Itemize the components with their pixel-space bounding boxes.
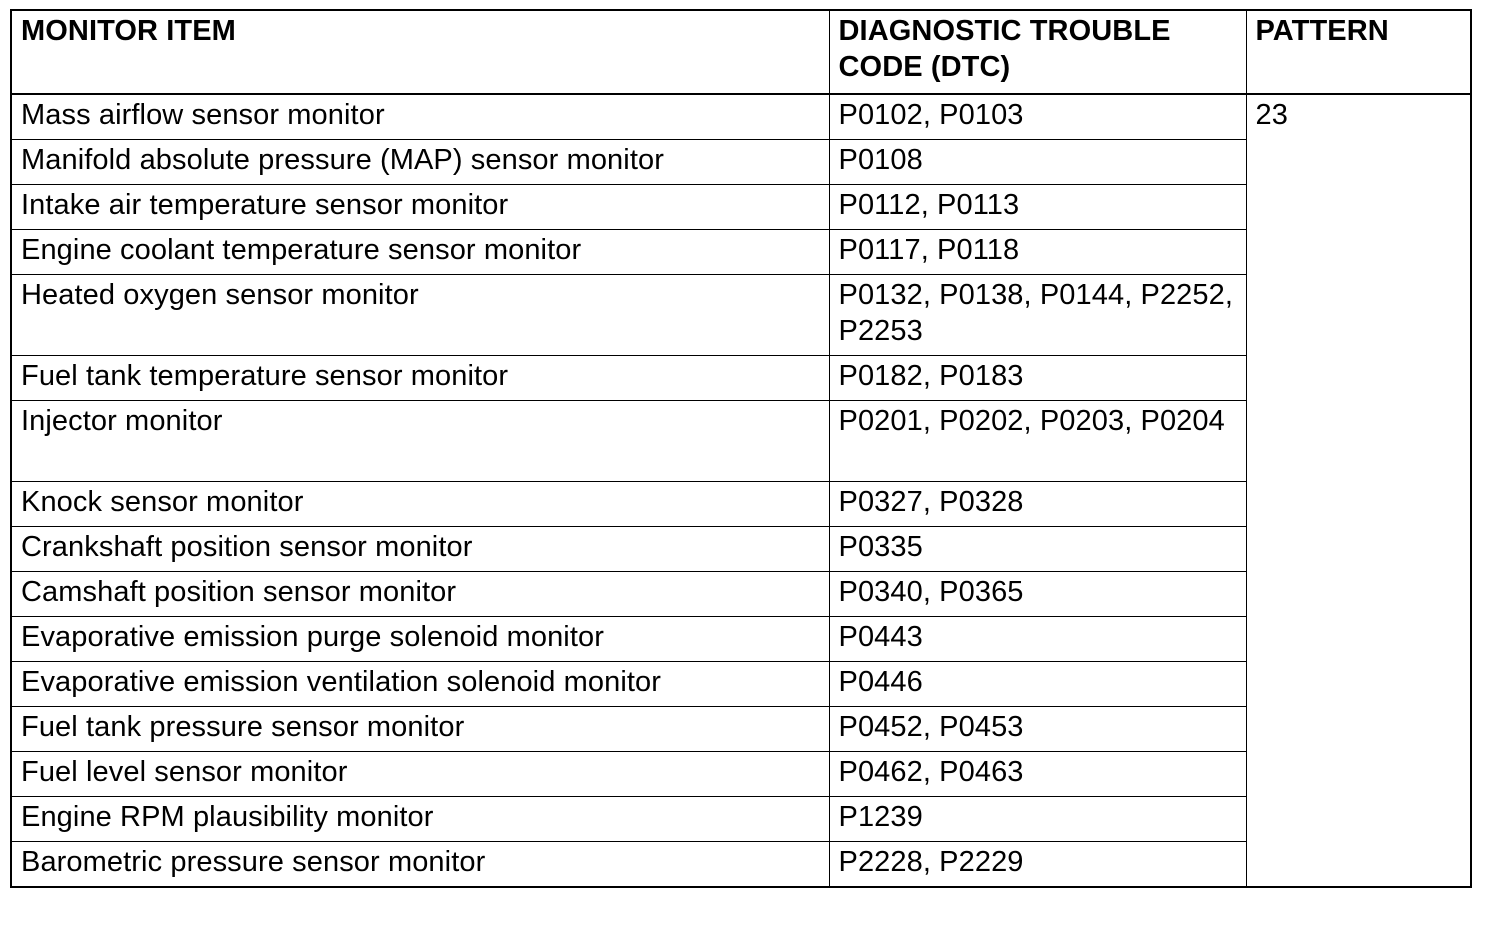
monitor-item-cell: Fuel tank pressure sensor monitor [11,707,829,752]
dtc-cell: P0102, P0103 [829,94,1246,140]
monitor-item-cell: Knock sensor monitor [11,482,829,527]
monitor-item-cell: Injector monitor [11,401,829,482]
monitor-item-cell: Intake air temperature sensor monitor [11,185,829,230]
dtc-cell: P0327, P0328 [829,482,1246,527]
monitor-dtc-table [10,9,1472,888]
dtc-cell: P0340, P0365 [829,572,1246,617]
pattern-cell: 23 [1246,94,1471,887]
monitor-item-cell: Evaporative emission purge solenoid monitor [11,617,829,662]
dtc-cell: P1239 [829,797,1246,842]
monitor-item-cell: Evaporative emission ventilation solenoid monitor [11,662,829,707]
monitor-item-cell: Engine RPM plausibility monitor [11,797,829,842]
monitor-item-cell: Mass airflow sensor monitor [11,94,829,140]
monitor-item-cell: Crankshaft position sensor monitor [11,527,829,572]
monitor-item-cell: Manifold absolute pressure (MAP) sensor monitor [11,140,829,185]
dtc-cell: P0446 [829,662,1246,707]
dtc-cell: P0201, P0202, P0203, P0204 [829,401,1246,482]
dtc-cell: P0462, P0463 [829,752,1246,797]
dtc-cell: P0108 [829,140,1246,185]
dtc-cell: P0182, P0183 [829,356,1246,401]
dtc-cell: P0443 [829,617,1246,662]
header-pattern: PATTERN [1246,10,1471,94]
monitor-item-cell: Heated oxygen sensor monitor [11,275,829,356]
monitor-item-cell: Engine coolant temperature sensor monitor [11,230,829,275]
dtc-cell: P0335 [829,527,1246,572]
dtc-cell: P0452, P0453 [829,707,1246,752]
table-row [11,94,1471,140]
dtc-cell: P0117, P0118 [829,230,1246,275]
table-header-row [11,10,1471,94]
monitor-item-cell: Camshaft position sensor monitor [11,572,829,617]
dtc-cell: P0132, P0138, P0144, P2252, P2253 [829,275,1246,356]
monitor-item-cell: Barometric pressure sensor monitor [11,842,829,888]
header-monitor-item: MONITOR ITEM [11,10,829,94]
monitor-item-cell: Fuel tank temperature sensor monitor [11,356,829,401]
dtc-cell: P0112, P0113 [829,185,1246,230]
monitor-item-cell: Fuel level sensor monitor [11,752,829,797]
header-dtc: DIAGNOSTIC TROUBLE CODE (DTC) [829,10,1246,94]
dtc-cell: P2228, P2229 [829,842,1246,888]
